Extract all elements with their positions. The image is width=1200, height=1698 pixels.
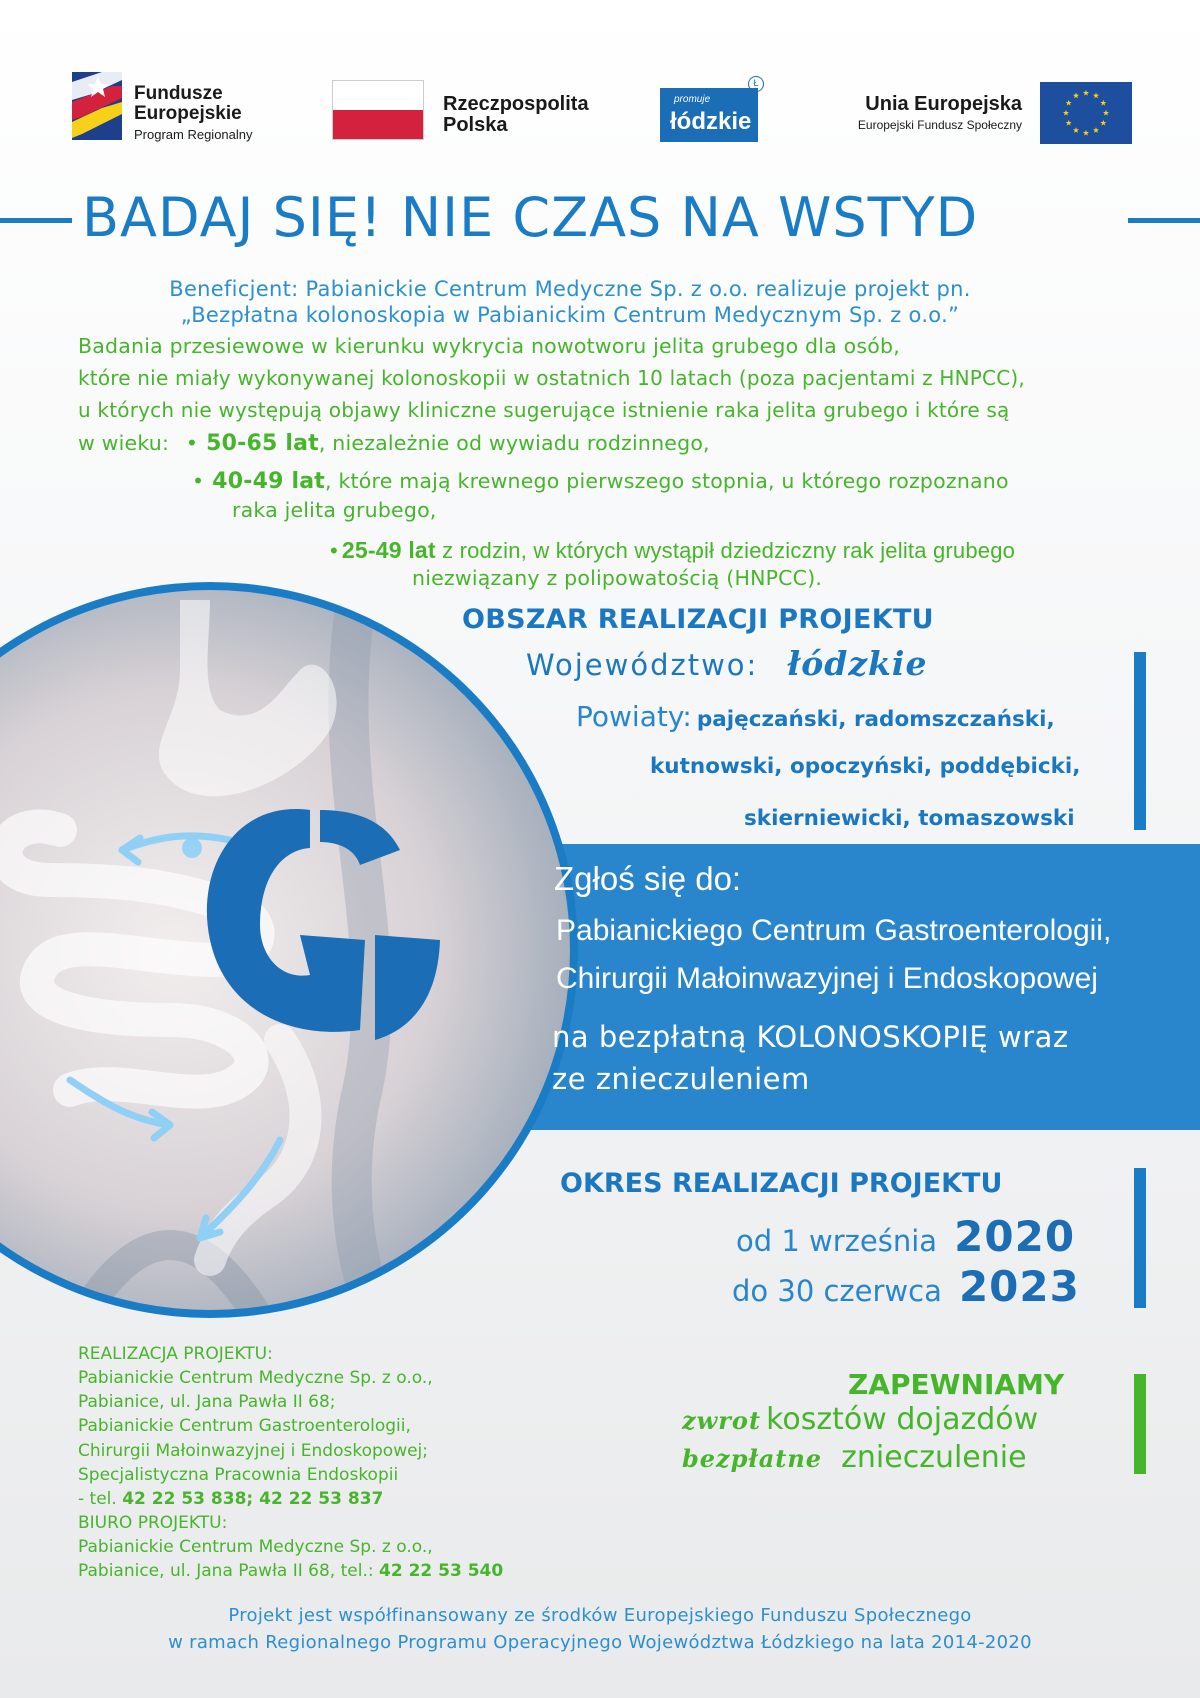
- okres-accent-bar: [1134, 1168, 1146, 1308]
- intro-bullet-2-cont: raka jelita grubego,: [232, 498, 437, 522]
- band-line-4: na bezpłatną KOLONOSKOPIĘ wraz: [552, 1020, 1069, 1054]
- footer-line-2: w ramach Regionalnego Programu Operacyjnego Województwa Łódzkiego na lata 2014-2020: [168, 1632, 1032, 1653]
- eu-title: Unia Europejska: [865, 93, 1022, 115]
- bullet: •: [330, 538, 338, 563]
- headline-rule-right: [1128, 218, 1200, 223]
- realizacja-line-7: [78, 1487, 503, 1511]
- intro-line-1: Badania przesiewowe w kierunku wykrycia nowotworu jelita grubego dla osób,: [78, 334, 900, 358]
- eu-flag-icon: [1040, 82, 1132, 144]
- okres-to-year: 2023: [958, 1262, 1080, 1311]
- realizacja-line-6: Specjalistyczna Pracownia Endoskopii: [78, 1464, 399, 1485]
- lodzkie-mark-letter: Ł: [753, 78, 759, 88]
- age-desc-2: , które mają krewnego pierwszego stopnia, u którego rozpoznano: [325, 469, 1009, 493]
- zapewniamy-rest-2: znieczulenie: [841, 1440, 1027, 1475]
- band-line-3: Chirurgii Małoinwazyjnej i Endoskopowej: [556, 962, 1098, 995]
- footer: [60, 1602, 1140, 1656]
- zapewniamy-rest-1: kosztów dojazdów: [766, 1402, 1039, 1437]
- powiaty-line-2: kutnowski, opoczyński, poddębicki,: [650, 754, 1081, 779]
- okres-from-year: 2020: [954, 1212, 1076, 1261]
- office-address: Pabianice, ul. Jana Pawła II 68, tel.:: [78, 1561, 374, 1582]
- okres-from-label: od 1 września: [736, 1224, 938, 1258]
- age-range-2: 40-49 lat: [212, 469, 326, 494]
- bullet: •: [192, 469, 205, 493]
- eu-funds-logo-text: [134, 84, 253, 142]
- phone-prefix: - tel.: [78, 1488, 117, 1509]
- headline-rule-left: [0, 218, 72, 223]
- realizacja-line-2: Pabianickie Centrum Medyczne Sp. z o.o.,: [78, 1368, 433, 1389]
- footer-line-1: Projekt jest współfinansowany ze środków Europejskiego Funduszu Społecznego: [228, 1605, 972, 1626]
- lodzkie-mark-icon: [748, 76, 764, 92]
- intro-line-4: [78, 430, 710, 457]
- okres-from: [736, 1212, 1075, 1261]
- realizacja-line-10: [78, 1559, 503, 1583]
- poland-title-2: Polska: [443, 114, 508, 136]
- intro-bullet-3: [330, 536, 1015, 565]
- lodzkie-logo-big: łódzkie: [670, 108, 752, 135]
- age-desc-1: , niezależnie od wywiadu rodzinnego,: [318, 431, 710, 455]
- realizacja-line-1: REALIZACJA PROJEKTU:: [78, 1344, 273, 1364]
- poland-flag-icon: [332, 80, 424, 140]
- powiaty-line-3: skierniewicki, tomaszowski: [744, 806, 1075, 831]
- realizacja-line-3: Pabianice, ul. Jana Pawła II 68;: [78, 1392, 336, 1413]
- age-prefix: w wieku:: [78, 431, 170, 455]
- eu-funds-subtitle: Program Regionalny: [134, 126, 253, 142]
- powiaty-line-1: pajęczański, radomszczański,: [696, 707, 1055, 732]
- intro-bullet-3-cont: niezwiązany z polipowatością (HNPCC).: [412, 566, 823, 590]
- zapewniamy-heading: ZAPEWNIAMY: [848, 1368, 1065, 1401]
- realizacja-line-4: Pabianickie Centrum Gastroenterologii,: [78, 1416, 411, 1437]
- age-range-3: 25-49 lat: [341, 537, 436, 563]
- band-line-1: Zgłoś się do:: [554, 860, 742, 897]
- zapewniamy-bold-2: bezpłatne: [682, 1444, 823, 1473]
- powiaty-label: Powiaty:: [576, 700, 692, 733]
- zapewniamy-line-2: [682, 1440, 1027, 1475]
- office-phone: 42 22 53 540: [379, 1561, 504, 1582]
- wojewodztwo-label: Województwo:: [526, 648, 759, 682]
- realizacja-line-9: Pabianickie Centrum Medyczne Sp. z o.o.,: [78, 1537, 433, 1557]
- wojewodztwo-row: [526, 644, 927, 683]
- eu-subtitle: Europejski Fundusz Społeczny: [857, 118, 1022, 132]
- eu-funds-title-2: Europejskie: [134, 102, 242, 124]
- okres-to: [732, 1262, 1080, 1311]
- powiaty-row-1: [576, 700, 1055, 733]
- lodzkie-logo-small: promuje: [674, 94, 711, 105]
- eu-logo-text: [812, 94, 1022, 132]
- realizacja-line-8: BIURO PROJEKTU:: [78, 1512, 228, 1533]
- wojewodztwo-value: łódzkie: [787, 644, 928, 683]
- eu-funds-logo-icon: [72, 72, 122, 140]
- band-line-5: ze znieczuleniem: [552, 1062, 810, 1096]
- realizacja-block: [78, 1342, 503, 1583]
- age-range-1: 50-65 lat: [206, 431, 319, 456]
- band-line-2: Pabianickiego Centrum Gastroenterologii,: [556, 914, 1112, 947]
- intro-line-2: które nie miały wykonywanej kolonoskopii w ostatnich 10 latach (poza pacjentami z HNPCC),: [78, 366, 1025, 390]
- eu-funds-title-1: Fundusze: [134, 83, 223, 104]
- zapewniamy-accent-bar: [1134, 1374, 1146, 1474]
- headline: BADAJ SIĘ! NIE CZAS NA WSTYD: [82, 186, 979, 249]
- abdomen-illustration: [0, 580, 580, 1320]
- intro-line-3: u których nie występują objawy kliniczne sugerujące istnienie raka jelita grubego i które są: [78, 398, 1010, 422]
- okres-to-label: do 30 czerwca: [732, 1274, 942, 1308]
- obszar-accent-bar: [1134, 652, 1146, 830]
- beneficiary-line-2: „Bezpłatna kolonoskopia w Pabianickim Centrum Medycznym Sp. z o.o.”: [180, 303, 960, 328]
- zapewniamy-line-1: [682, 1402, 1038, 1437]
- bullet: •: [185, 431, 199, 455]
- poland-title-1: Rzeczpospolita: [443, 93, 589, 115]
- okres-heading: OKRES REALIZACJI PROJEKTU: [560, 1168, 1003, 1199]
- age-desc-3: z rodzin, w których wystąpił dziedziczny rak jelita grubego: [435, 538, 1016, 563]
- poland-logo-text: [443, 94, 589, 136]
- zapewniamy-bold-1: zwrot: [682, 1406, 762, 1435]
- phone-numbers: 42 22 53 838; 42 22 53 837: [122, 1488, 384, 1509]
- lodzkie-logo: [660, 88, 758, 142]
- beneficiary: [40, 276, 1100, 329]
- intro-bullet-2: [192, 468, 1009, 495]
- obszar-heading: OBSZAR REALIZACJI PROJEKTU: [462, 604, 934, 635]
- beneficiary-line-1: Beneficjent: Pabianickie Centrum Medyczne Sp. z o.o. realizuje projekt pn.: [169, 277, 971, 301]
- realizacja-line-5: Chirurgii Małoinwazyjnej i Endoskopowej;: [78, 1440, 429, 1461]
- logo-bar: [0, 70, 1200, 150]
